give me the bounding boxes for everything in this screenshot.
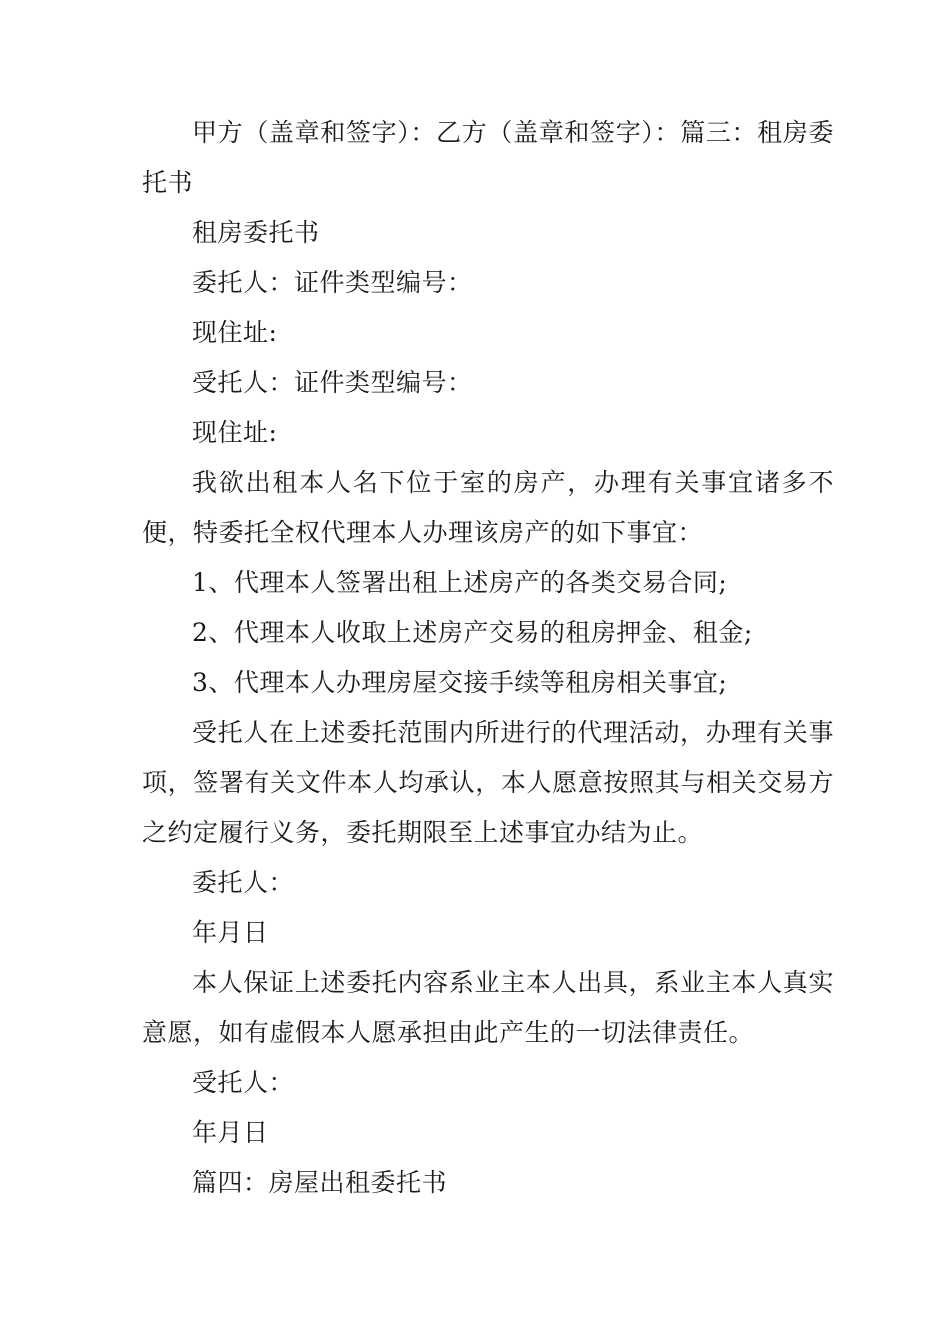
- paragraph-item-1: 1、代理本人签署出租上述房产的各类交易合同;: [192, 568, 728, 597]
- paragraph-principal-address: 现住址:: [192, 318, 278, 347]
- paragraph-agent-sign: 受托人：: [192, 1068, 295, 1097]
- paragraph-agent-address: 现住址:: [192, 418, 278, 447]
- paragraph-intro: 我欲出租本人名下位于室的房产，办理有关事宜诸多不便，特委托全权代理本人办理该房产的如下事宜：: [142, 468, 834, 547]
- paragraph-principal-sign: 委托人：: [192, 868, 295, 897]
- paragraph-item-2: 2、代理本人收取上述房产交易的租房押金、租金;: [192, 618, 753, 647]
- document-body: [142, 108, 834, 1208]
- paragraph-principal-id: 委托人：证件类型编号：: [192, 268, 473, 297]
- paragraph-item-3: 3、代理本人办理房屋交接手续等租房相关事宜;: [192, 668, 728, 697]
- paragraph-next-section: 篇四：房屋出租委托书: [192, 1168, 448, 1197]
- paragraph-signature-line: 甲方（盖章和签字）：乙方（盖章和签字）：篇三：租房委托书: [142, 118, 834, 197]
- paragraph-title: 租房委托书: [192, 218, 320, 247]
- paragraph-scope: 受托人在上述委托范围内所进行的代理活动，办理有关事项，签署有关文件本人均承认，本人愿意按照其与相关交易方之约定履行义务，委托期限至上述事宜办结为止。: [142, 718, 834, 847]
- paragraph-agent-id: 受托人：证件类型编号：: [192, 368, 473, 397]
- paragraph-agent-date: 年月日: [192, 1118, 269, 1147]
- paragraph-guarantee: 本人保证上述委托内容系业主本人出具，系业主本人真实意愿，如有虚假本人愿承担由此产生的一切法律责任。: [142, 968, 834, 1047]
- paragraph-principal-date: 年月日: [192, 918, 269, 947]
